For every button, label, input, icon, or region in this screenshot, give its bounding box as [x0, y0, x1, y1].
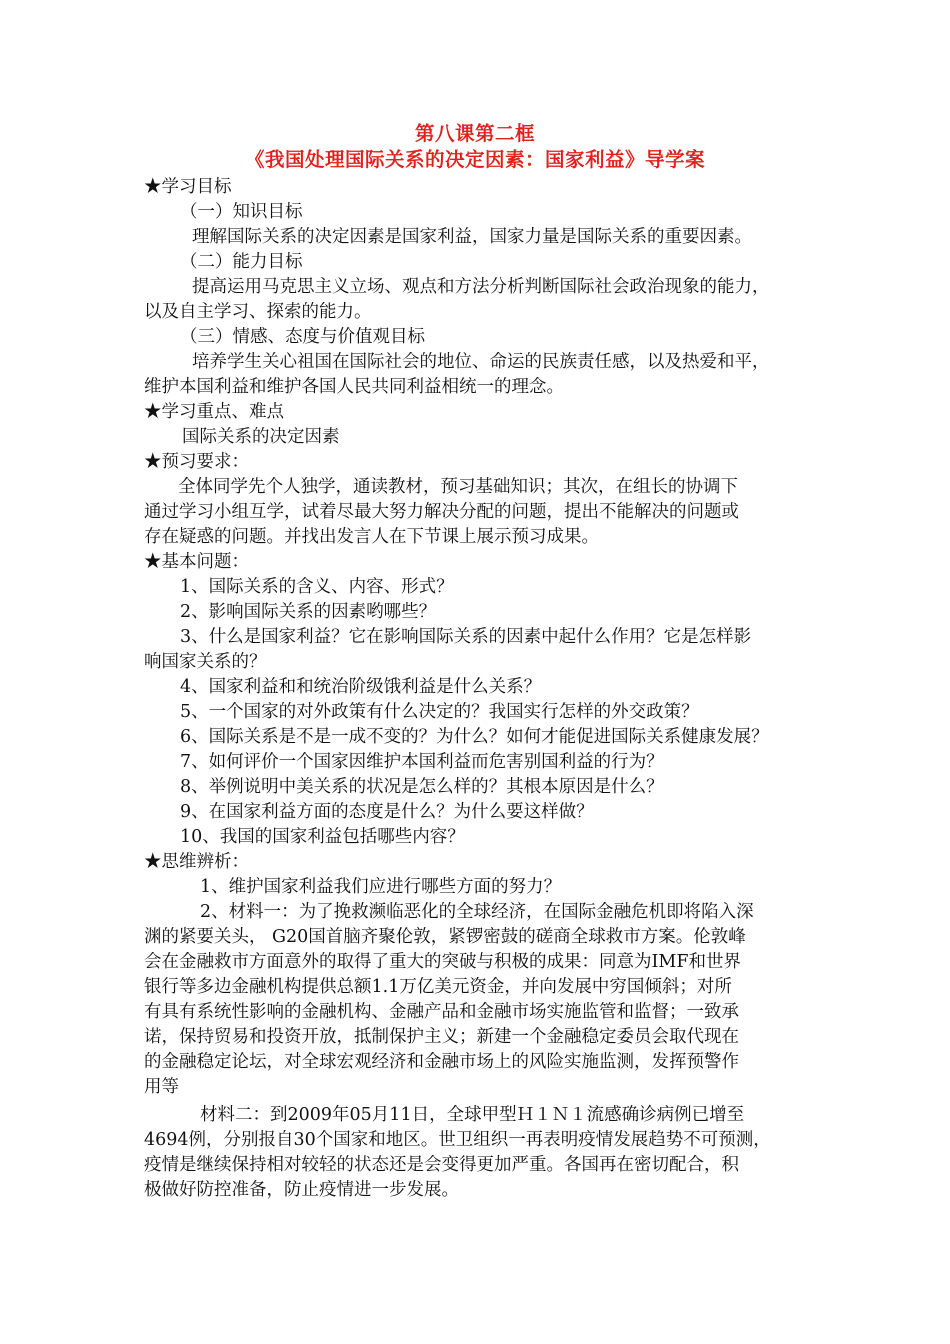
paragraph-preview-line: 全体同学先个人独学，通读教材，预习基础知识；其次，在组长的协调下 — [178, 477, 738, 497]
paragraph-knowledge: 理解国际关系的决定因素是国家利益，国家力量是国际关系的重要因素。 — [192, 227, 752, 247]
question-item: 3、什么是国家利益？它在影响国际关系的因素中起什么作用？它是怎样影 — [180, 627, 752, 647]
paragraph-emotion-line: 维护本国利益和维护各国人民共同利益相统一的理念。 — [144, 377, 564, 397]
paragraph-preview-line: 通过学习小组互学，试着尽最大努力解决分配的问题，提出不能解决的问题或 — [144, 502, 739, 522]
thinking-question: 1、维护国家利益我们应进行哪些方面的努力？ — [200, 877, 562, 897]
material-one-line: 用等 — [144, 1077, 179, 1097]
paragraph-ability-line: 提高运用马克思主义立场、观点和方法分析判断国际社会政治现象的能力， — [192, 277, 770, 297]
section-heading-thinking: ★思维辨析： — [144, 852, 249, 872]
material-one-line: 会在金融救市方面意外的取得了重大的突破与积极的成果：同意为IMF和世界 — [144, 952, 741, 972]
paragraph-emotion-line: 培养学生关心祖国在国际社会的地位、命运的民族责任感，以及热爱和平， — [192, 352, 770, 372]
question-item: 9、在国家利益方面的态度是什么？为什么要这样做？ — [180, 802, 594, 822]
question-item: 6、国际关系是不是一成不变的？为什么？如何才能促进国际关系健康发展？ — [180, 727, 769, 747]
subheading-knowledge: （一）知识目标 — [180, 202, 303, 222]
section-heading-preview: ★预习要求： — [144, 452, 249, 472]
question-item: 8、举例说明中美关系的状况是怎么样的？其根本原因是什么？ — [180, 777, 664, 797]
section-heading-goals: ★学习目标 — [144, 177, 232, 197]
material-one-line: 诺，保持贸易和投资开放，抵制保护主义；新建一个金融稳定委员会取代现在 — [144, 1027, 739, 1047]
section-heading-basic-questions: ★基本问题： — [144, 552, 249, 572]
material-one-line: 的金融稳定论坛，对全球宏观经济和金融市场上的风险实施监测，发挥预警作 — [144, 1052, 739, 1072]
question-item: 7、如何评价一个国家因维护本国利益而危害别国利益的行为？ — [180, 752, 664, 772]
material-two-line: 极做好防控准备，防止疫情进一步发展。 — [144, 1180, 459, 1200]
material-one-line: 有具有系统性影响的金融机构、金融产品和金融市场实施监管和监督；一致承 — [144, 1002, 739, 1022]
question-item: 1、国际关系的含义、内容、形式？ — [180, 577, 454, 597]
material-one-line: 渊的紧要关头， G20国首脑齐聚伦敦，紧锣密鼓的磋商全球救市方案。伦敦峰 — [144, 927, 746, 947]
paragraph-ability-line: 以及自主学习、探索的能力。 — [144, 302, 372, 322]
question-item: 响国家关系的？ — [144, 652, 267, 672]
subheading-ability: （二）能力目标 — [180, 252, 303, 272]
question-item: 5、一个国家的对外政策有什么决定的？我国实行怎样的外交政策？ — [180, 702, 699, 722]
material-two-line: 4694例，分别报自30个国家和地区。世卫组织一再表明疫情发展趋势不可预测， — [144, 1130, 771, 1150]
material-one-line: 2、材料一：为了挽救濒临恶化的全球经济，在国际金融危机即将陷入深 — [200, 902, 754, 922]
doc-title-line2: 《我国处理国际关系的决定因素：国家利益》导学案 — [244, 148, 705, 171]
material-two-line: 疫情是继续保持相对较轻的状态还是会变得更加严重。各国再在密切配合，积 — [144, 1155, 739, 1175]
doc-title-line1: 第八课第二框 — [414, 122, 535, 145]
section-heading-key-points: ★学习重点、难点 — [144, 402, 284, 422]
question-item: 4、国家利益和和统治阶级饿利益是什么关系？ — [180, 677, 542, 697]
material-two-line: 材料二：到2009年05月11日，全球甲型Ｈ１Ｎ１流感确诊病例已增至 — [200, 1105, 745, 1125]
question-item: 2、影响国际关系的因素哟哪些？ — [180, 602, 437, 622]
question-item: 10、我国的国家利益包括哪些内容？ — [180, 827, 465, 847]
paragraph-preview-line: 存在疑惑的问题。并找出发言人在下节课上展示预习成果。 — [144, 527, 599, 547]
subheading-emotion: （三）情感、态度与价值观目标 — [180, 327, 425, 347]
material-one-line: 银行等多边金融机构提供总额1.1万亿美元资金，并向发展中穷国倾斜；对所 — [144, 977, 732, 997]
paragraph-key-points: 国际关系的决定因素 — [182, 427, 340, 447]
